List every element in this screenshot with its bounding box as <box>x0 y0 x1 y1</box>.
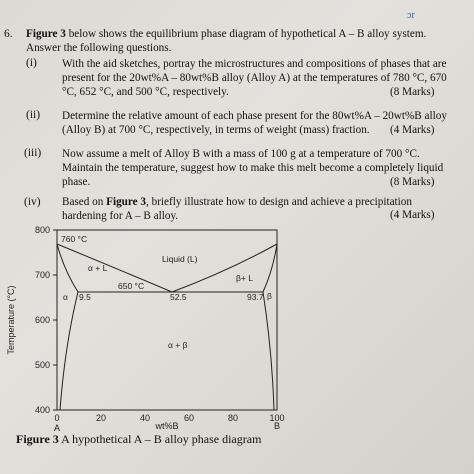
part-i-line2: present for the 20wt%A – 80wt%B alloy (Alloy A) at the temperatures of 780 °C, 670 <box>62 72 447 84</box>
label-alpha-beta: α + β <box>168 340 188 350</box>
part-iii-line1: Now assume a melt of Alloy B with a mass of 100 g at a temperature of 700 °C. <box>62 148 420 160</box>
y-tick-label-800: 800 <box>34 225 50 235</box>
y-axis-label: Temperature (°C) <box>6 285 16 355</box>
label-9-5: 9.5 <box>79 292 91 302</box>
label-93-7: 93.7 <box>247 292 264 302</box>
question-number: 6. <box>4 28 13 40</box>
question-intro-line1: Figure 3 below shows the equilibrium phase diagram of hypothetical A – B alloy system. <box>26 28 427 40</box>
x-tick-label-100: 100 <box>269 413 285 423</box>
x-tick-label-0: 0 <box>54 413 60 423</box>
part-ii-label: (ii) <box>26 109 41 121</box>
figure-caption: Figure 3 A hypothetical A – B alloy phase diagram <box>16 432 262 446</box>
part-iv-marks: (4 Marks) <box>390 209 435 221</box>
y-tick-label-400: 400 <box>34 405 50 415</box>
question-intro-line2: Answer the following questions. <box>26 42 172 54</box>
part-i-line1: With the aid sketches, portray the microstructures and compositions of phases that are <box>62 58 447 70</box>
x-tick-label-20: 20 <box>95 413 107 423</box>
part-iv-line1: Based on Figure 3, briefly illustrate how to design and achieve a precipitation <box>62 196 412 208</box>
label-liquid: Liquid (L) <box>162 254 198 264</box>
x-end-label-b: B <box>273 421 281 431</box>
x-tick-label-80: 80 <box>227 413 239 423</box>
x-end-label-a: A <box>53 423 61 433</box>
y-tick-label-600: 600 <box>34 315 50 325</box>
part-iii-marks: (8 Marks) <box>390 176 435 188</box>
label-beta-l: β+ L <box>236 273 253 283</box>
part-i-line3: °C, 652 °C, and 500 °C, respectively. <box>62 86 229 98</box>
part-ii-marks: (4 Marks) <box>390 124 435 136</box>
solvus-left <box>60 292 78 410</box>
part-iii-line3: phase. <box>62 176 91 188</box>
label-alpha-l: α + L <box>88 263 108 273</box>
part-iv-label: (iv) <box>24 196 41 208</box>
handwritten-mark: ɔr <box>407 10 415 21</box>
x-axis-label: wt%B <box>155 421 179 431</box>
part-ii-line1: Determine the relative amount of each phase present for the 80wt%A – 20wt%B alloy <box>62 110 447 122</box>
part-iv-line2: hardening for A – B alloy. <box>62 210 179 222</box>
label-760: 760 °C <box>61 234 88 244</box>
part-iii-line2: Maintain the temperature, suggest how to make this melt become a completely liquid <box>62 162 444 174</box>
liquidus-left <box>57 244 172 292</box>
solidus-right <box>263 244 277 292</box>
label-650: 650 °C <box>118 281 145 291</box>
label-52-5: 52.5 <box>170 292 187 302</box>
liquidus-right <box>172 244 277 292</box>
part-i-label: (i) <box>26 57 37 69</box>
y-tick-label-500: 500 <box>34 360 50 370</box>
part-i-marks: (8 Marks) <box>390 86 435 98</box>
y-tick-label-700: 700 <box>34 270 50 280</box>
label-beta: β <box>267 291 272 301</box>
solvus-right <box>263 292 274 410</box>
label-alpha: α <box>63 292 68 302</box>
part-iii-label: (iii) <box>24 147 42 159</box>
part-ii-line2: (Alloy B) at 700 °C, respectively, in terms of weight (mass) fraction. <box>62 124 370 136</box>
x-tick-label-60: 60 <box>183 413 195 423</box>
x-tick-label-40: 40 <box>139 413 151 423</box>
